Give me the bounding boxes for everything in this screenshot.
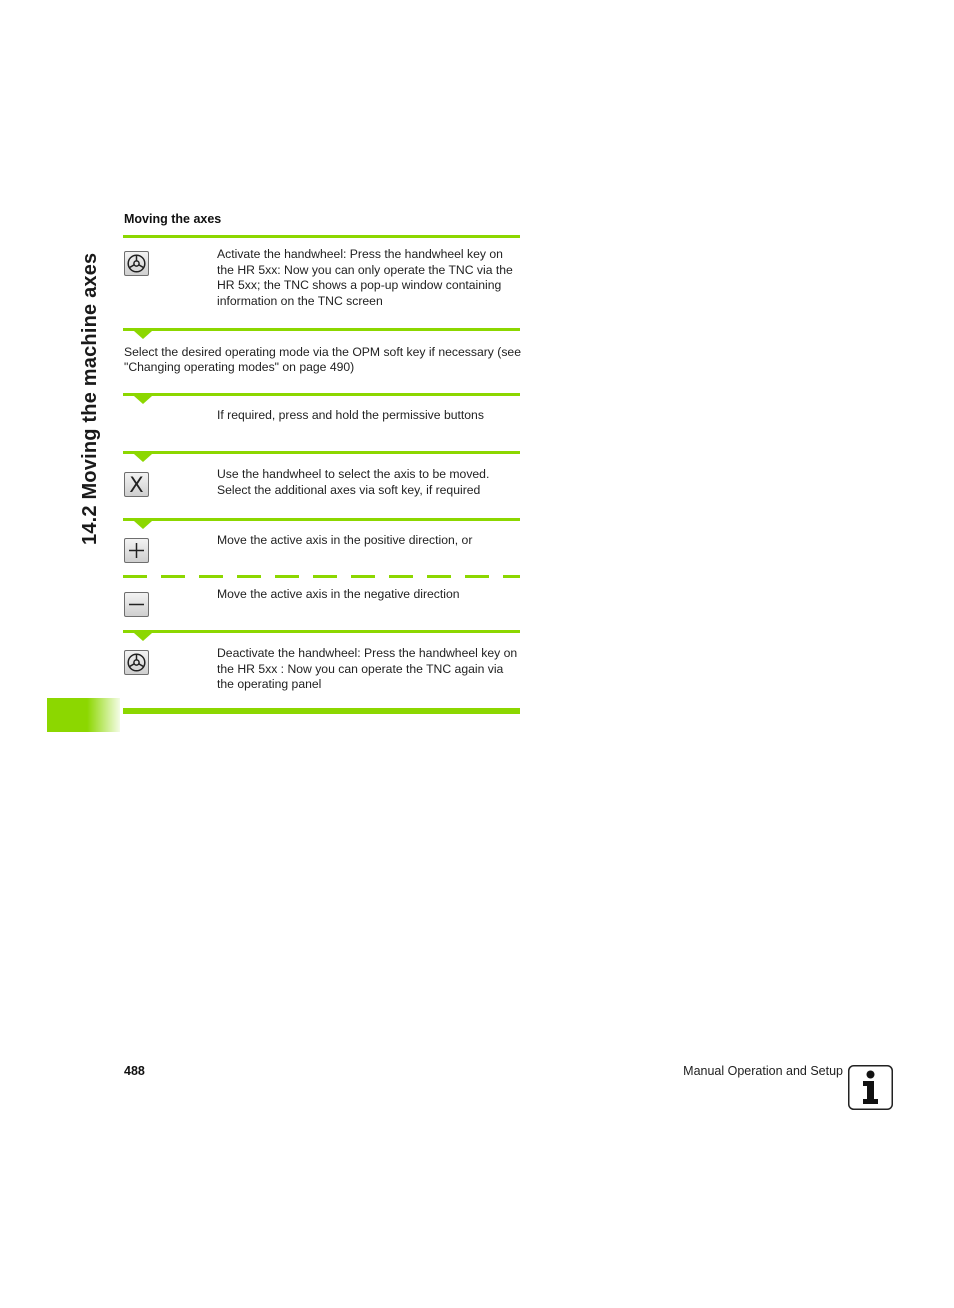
info-icon — [848, 1065, 893, 1110]
step-text: Deactivate the handwheel: Press the handwheel key on the HR 5xx : Now you can operate the TNC again via the operating panel — [217, 646, 518, 692]
handwheel-key-icon — [124, 650, 149, 675]
handwheel-key-icon — [124, 251, 149, 276]
divider — [123, 235, 520, 238]
step-arrow-divider — [123, 328, 520, 331]
minus-key-icon — [124, 592, 149, 617]
step-text: Activate the handwheel: Press the handwheel key on the HR 5xx: Now you can only operate the TNC via the HR 5xx; the TNC shows a pop-up window containing information on the TNC screen — [217, 247, 513, 308]
footer-chapter-title: Manual Operation and Setup — [683, 1064, 843, 1078]
step-text: Move the active axis in the positive direction, or — [217, 533, 473, 547]
step-arrow-divider — [123, 393, 520, 396]
page-number: 488 — [124, 1064, 145, 1078]
step-arrow-divider — [123, 518, 520, 521]
axis-x-key-icon: X — [124, 472, 149, 497]
step-text: Move the active axis in the negative direction — [217, 587, 460, 601]
dashed-divider — [123, 575, 520, 578]
plus-key-icon — [124, 538, 149, 563]
chapter-tab — [47, 698, 120, 732]
section-heading: Moving the axes — [124, 212, 222, 226]
step-text: If required, press and hold the permissive buttons — [217, 408, 484, 422]
end-divider — [123, 708, 520, 714]
step-text: Use the handwheel to select the axis to be moved. Select the additional axes via soft key, if required — [217, 467, 490, 497]
chapter-title: 14.2 Moving the machine axes — [79, 252, 101, 545]
step-arrow-divider — [123, 630, 520, 633]
step-text: Select the desired operating mode via the OPM soft key if necessary (see "Changing operating modes" on page 490) — [124, 345, 521, 374]
step-arrow-divider — [123, 451, 520, 454]
